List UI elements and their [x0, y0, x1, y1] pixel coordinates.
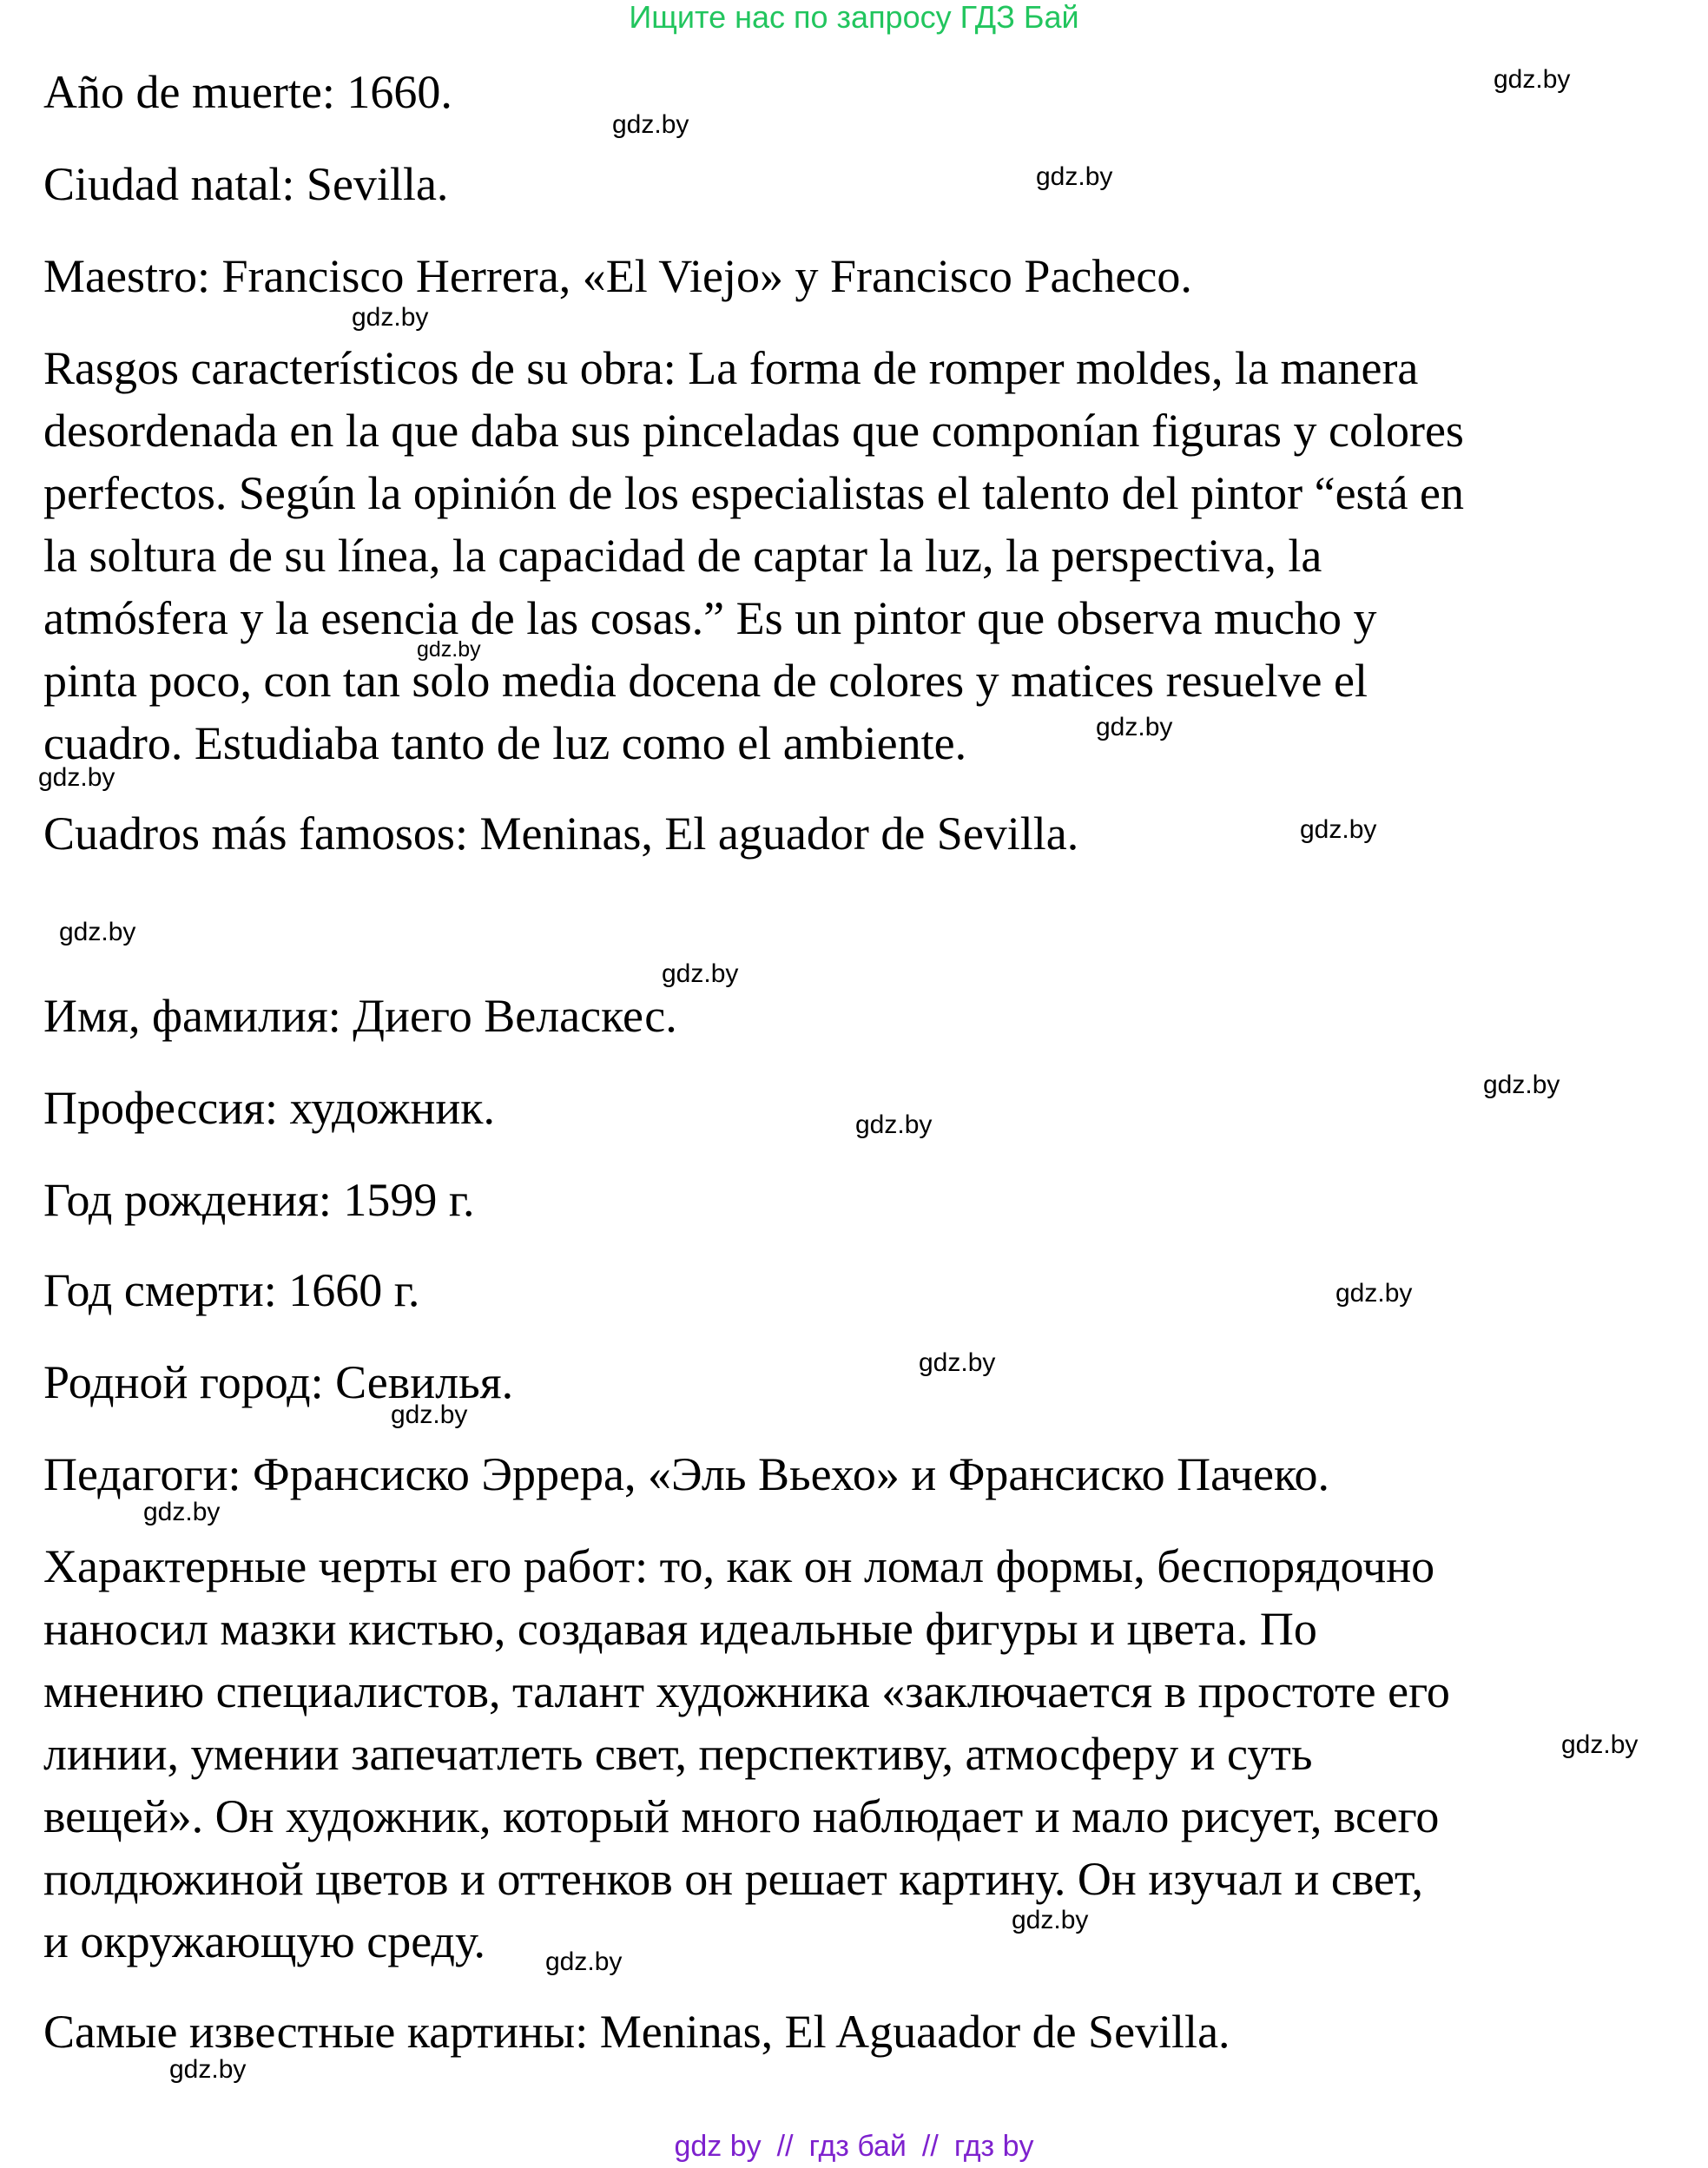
watermark: gdz.by	[417, 637, 481, 662]
watermark: gdz.by	[1036, 162, 1113, 191]
watermark: gdz.by	[1096, 713, 1173, 741]
spanish-death-year: Año de muerte: 1660.	[43, 66, 452, 118]
footer-link-gdz-by-cyr[interactable]: гдз by	[953, 2130, 1034, 2163]
spanish-home-city: Ciudad natal: Sevilla.	[43, 158, 449, 210]
watermark: gdz.by	[1300, 815, 1377, 844]
watermark: gdz.by	[1483, 1071, 1560, 1099]
footer-separator: //	[921, 2130, 939, 2163]
russian-profession: Профессия: художник.	[43, 1082, 495, 1134]
watermark: gdz.by	[352, 303, 429, 332]
russian-death-year: Год смерти: 1660 г.	[43, 1264, 420, 1316]
spanish-famous-paintings: Cuadros más famosos: Meninas, El aguador de Sevilla.	[43, 807, 1079, 860]
spanish-teachers: Maestro: Francisco Herrera, «El Viejo» y Francisco Pacheco.	[43, 250, 1192, 302]
watermark: gdz.by	[38, 763, 115, 792]
watermark: gdz.by	[612, 110, 689, 139]
watermark: gdz.by	[1335, 1279, 1413, 1308]
footer	[0, 2129, 1708, 2164]
watermark: gdz.by	[1561, 1730, 1639, 1759]
footer-separator: //	[776, 2130, 794, 2163]
watermark: gdz.by	[662, 959, 739, 988]
watermark: gdz.by	[919, 1348, 996, 1377]
watermark: gdz.by	[59, 918, 136, 946]
russian-teachers: Педагоги: Франсиско Эррера, «Эль Вьехо» и Франсиско Пачеко.	[43, 1448, 1330, 1500]
spanish-traits: Rasgos característicos de su obra: La forma de romper moldes, la manera desordenada en la que daba sus pinceladas que componían figuras y colores perfectos. Según la opinión de los especialistas el talento del pintor “está en la soltura de su línea, la capacidad de captar la luz, la perspectiva, la atmósfera y la esencia de las cosas.” Es un pintor que observa mucho y pinta poco, con tan solo media docena de colores y matices resuelve el cuadro. Estudiaba tanto de luz como el ambiente.	[43, 342, 1465, 769]
russian-name: Имя, фамилия: Диего Веласкес.	[43, 990, 677, 1042]
footer-link-gdz-bai[interactable]: гдз бай	[808, 2130, 907, 2163]
watermark: gdz.by	[143, 1498, 221, 1526]
russian-famous-paintings: Самые известные картины: Meninas, El Aguaador de Sevilla.	[43, 2006, 1230, 2058]
watermark: gdz.by	[169, 2055, 247, 2084]
watermark: gdz.by	[545, 1947, 623, 1976]
russian-traits: Характерные черты его работ: то, как он ломал формы, беспорядочно наносил мазки кистью, создавая идеальные фигуры и цвета. По мнению специалистов, талант художника «заключается в простоте его линии, умении запечатлеть свет, перспективу, атмосферу и суть вещей». Он художник, который много наблюдает и мало рисует, всего полдюжиной цветов и оттенков он решает картину. Он изучал и свет, и окружающую среду.	[43, 1540, 1450, 1967]
header-banner: Ищите нас по запросу ГДЗ Бай	[629, 0, 1079, 35]
watermark: gdz.by	[855, 1110, 933, 1139]
russian-home-city: Родной город: Севилья.	[43, 1356, 514, 1408]
russian-birth-year: Год рождения: 1599 г.	[43, 1174, 475, 1226]
watermark: gdz.by	[1494, 65, 1571, 94]
watermark: gdz.by	[391, 1400, 468, 1429]
footer-link-gdz-by[interactable]: gdz by	[674, 2130, 762, 2163]
watermark: gdz.by	[1012, 1906, 1089, 1934]
